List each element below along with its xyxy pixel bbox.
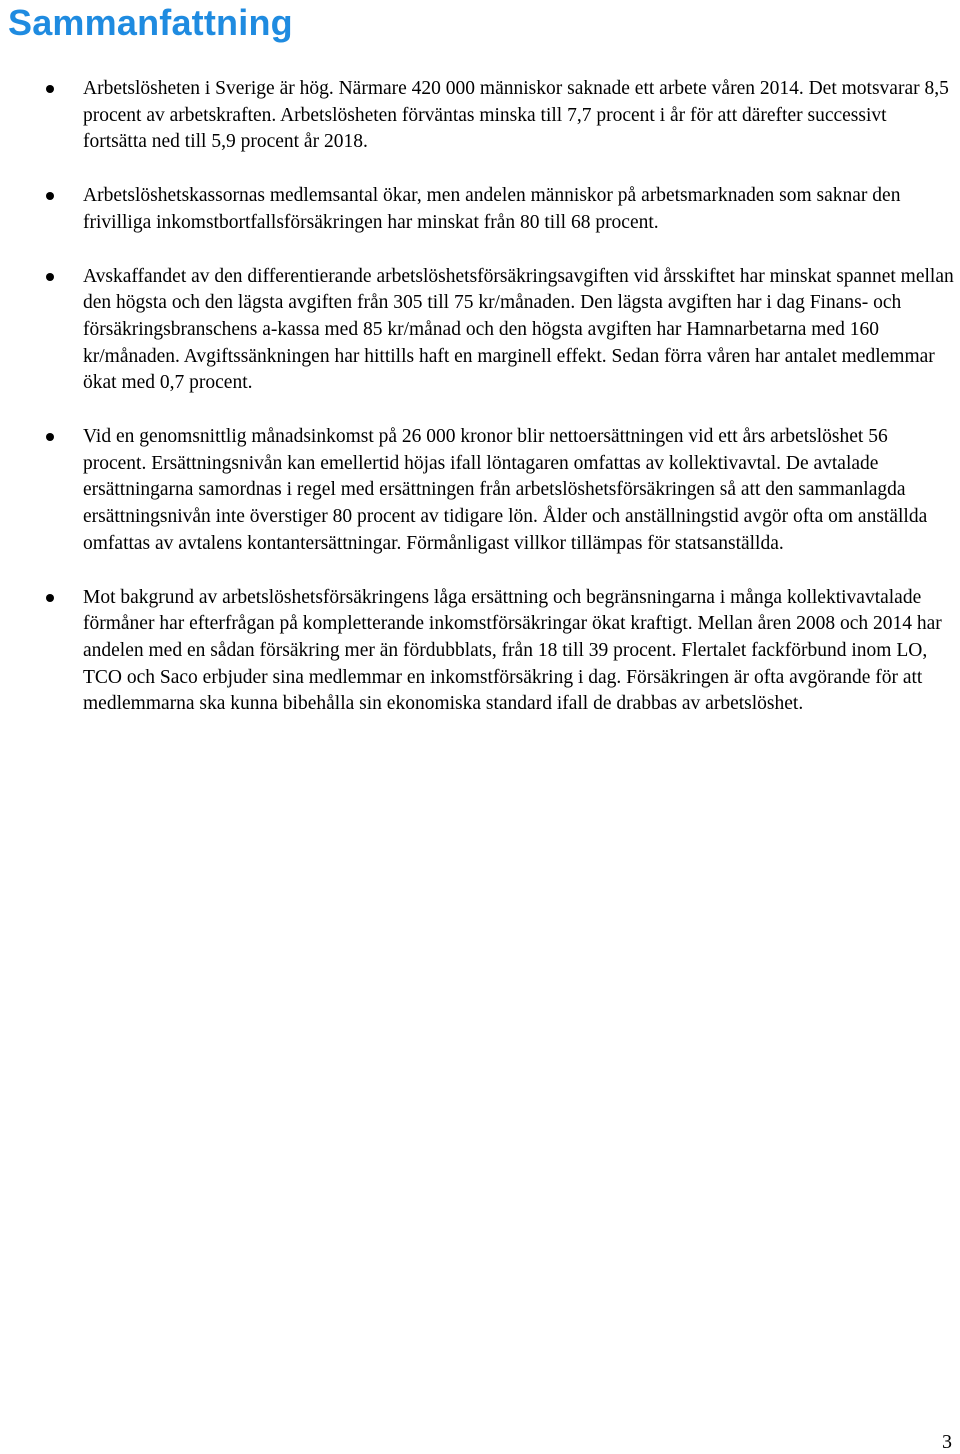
bullet-text: Mot bakgrund av arbetslöshetsförsäkringens låga ersättning och begränsningarna i många kollektivavtalade förmåner har efterfrågan på kompletterande inkomstförsäkringar ökat kraftigt. Mellan åren 2008 och 2014 har andelen med en sådan försäkring mer än fördubblats, från 18 till 39 procent. Flertalet fackförbund inom LO, TCO och Saco erbjuder sina medlemmar en inkomstförsäkring i dag. Försäkringen är ofta avgörande för att medlemmarna ska kunna bibehålla sin ekonomiska standard ifall de drabbas av arbetslöshet. [83, 586, 942, 715]
page-title: Sammanfattning [8, 2, 293, 43]
bullet-text: Arbetslöshetskassornas medlemsantal ökar, men andelen människor på arbetsmarknaden som saknar den frivilliga inkomstbortfallsförsäkringen har minskat från 80 till 68 procent. [83, 185, 901, 233]
bullet-dot-icon [46, 594, 54, 602]
bullet-item-income-insurance [0, 585, 960, 719]
bullet-dot-icon [46, 433, 54, 441]
bullet-item-membership [0, 183, 960, 236]
page-number: 3 [942, 1431, 952, 1453]
bullet-dot-icon [46, 85, 54, 93]
bullet-text: Avskaffandet av den differentierande arbetslöshetsförsäkringsavgiften vid årsskiftet har minskat spannet mellan den högsta och den lägsta avgiften från 305 till 75 kr/månaden. Den lägsta avgiften har i dag Finans- och försäkringsbranschens a-kassa med 85 kr/månad och den högsta avgiften har Hamnarbetarna med 160 kr/månaden. Avgiftssänkningen har hittills haft en marginell effekt. Sedan förra våren har antalet medlemmar ökat med 0,7 procent. [83, 265, 954, 394]
bullet-item-fees [0, 264, 960, 398]
bullet-text: Vid en genomsnittlig månadsinkomst på 26 000 kronor blir nettoersättningen vid ett års arbetslöshet 56 procent. Ersättningsnivån kan emellertid höjas ifall löntagaren omfattas av kollektivavtal. De avtalade ersättningarna samordnas i regel med ersättningen från arbetslöshetsförsäkringen så att den sammanlagda ersättningsnivån inte överstiger 80 procent av tidigare lön. Ålder och anställningstid avgör ofta om anställda omfattas av avtalens kontantersättningar. Förmånligast villkor tillämpas för statsanställda. [83, 426, 928, 554]
bullet-item-compensation [0, 424, 960, 558]
bullet-item-unemployment [0, 76, 960, 156]
bullet-dot-icon [46, 192, 54, 200]
bullet-dot-icon [46, 273, 54, 281]
summary-bullet-list [0, 76, 960, 745]
bullet-text: Arbetslösheten i Sverige är hög. Närmare 420 000 människor saknade ett arbete våren 2014. Det motsvarar 8,5 procent av arbetskraften. Arbetslösheten förväntas minska till 7,7 procent i år för att därefter successivt fortsätta ned till 5,9 procent år 2018. [83, 78, 949, 153]
